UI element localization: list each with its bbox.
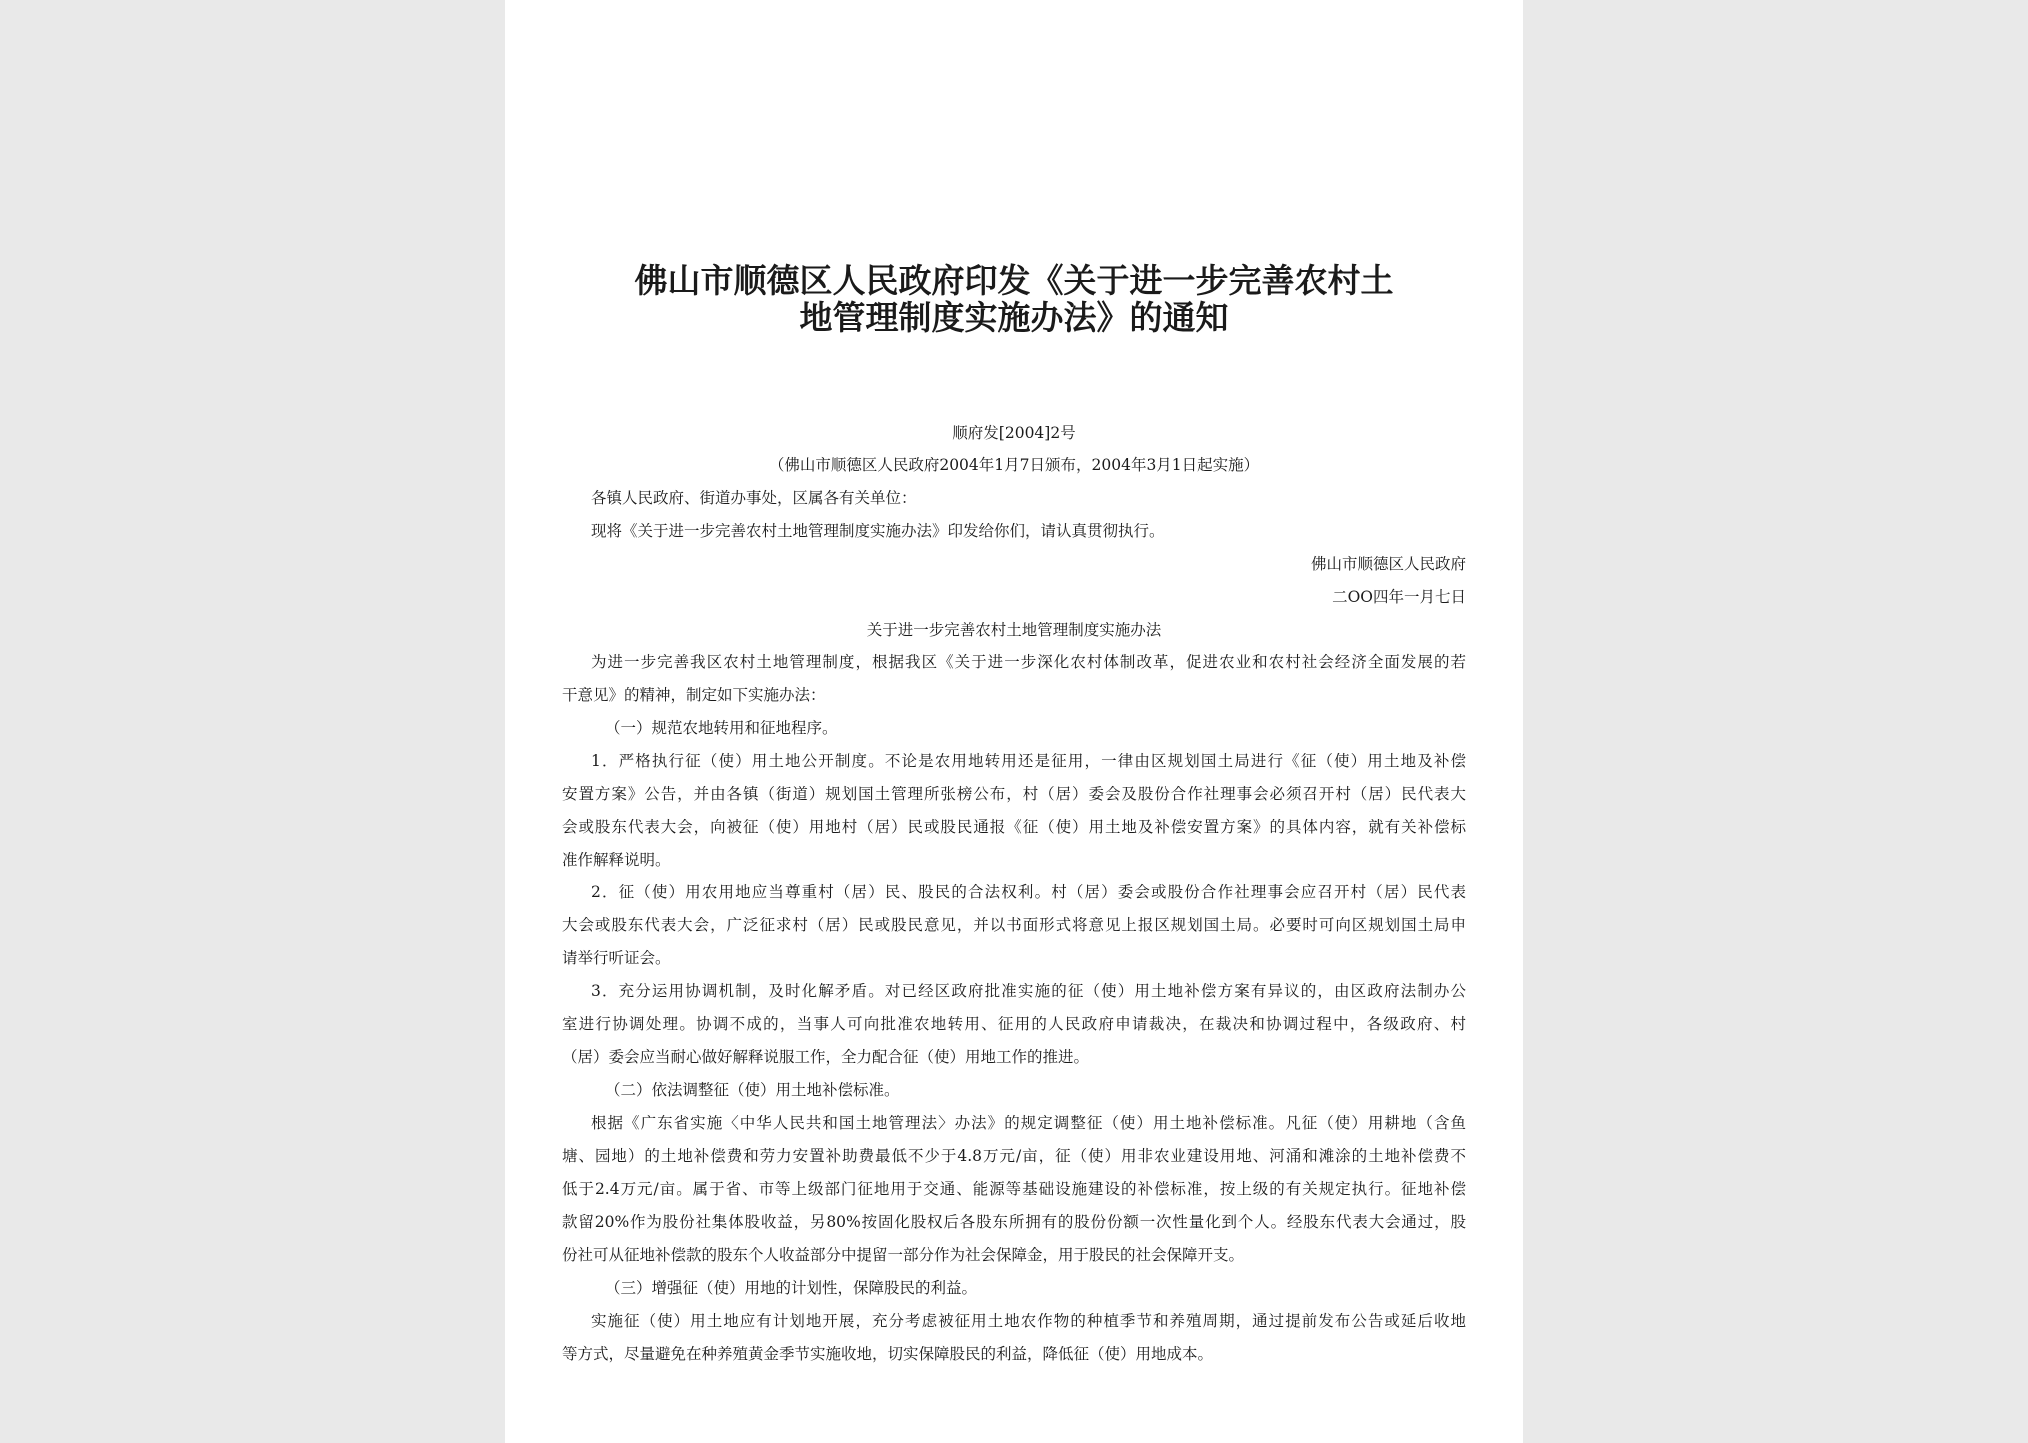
preamble-line-2: 干意见》的精神，制定如下实施办法： bbox=[562, 686, 826, 704]
transmit-text: 现将《关于进一步完善农村土地管理制度实施办法》印发给你们，请认真贯彻执行。 bbox=[591, 522, 1165, 540]
document-page bbox=[505, 0, 1523, 1443]
section-2-line-1: 根据《广东省实施〈中华人民共和国土地管理法〉办法》的规定调整征（使）用土地补偿标准。凡征（使）用耕地（含鱼 bbox=[591, 1114, 1466, 1132]
issue-date: 二OO四年一月七日 bbox=[1332, 588, 1466, 606]
document-title-line-1: 佛山市顺德区人民政府印发《关于进一步完善农村土 bbox=[634, 261, 1394, 300]
item-3-line-2: 室进行协调处理。协调不成的，当事人可向批准农地转用、征用的人民政府申请裁决，在裁决和协调过程中，各级政府、村 bbox=[562, 1015, 1466, 1033]
preamble-line-1: 为进一步完善我区农村土地管理制度，根据我区《关于进一步深化农村体制改革，促进农业和农村社会经济全面发展的若 bbox=[591, 653, 1466, 671]
section-2-line-5: 份社可从征地补偿款的股东个人收益部分中提留一部分作为社会保障金，用于股民的社会保障开支。 bbox=[562, 1246, 1245, 1264]
document-title-line-2: 地管理制度实施办法》的通知 bbox=[799, 298, 1229, 337]
addressee: 各镇人民政府、街道办事处，区属各有关单位： bbox=[591, 489, 917, 507]
item-2-line-3: 请举行听证会。 bbox=[562, 949, 671, 967]
issuer-signature: 佛山市顺德区人民政府 bbox=[1310, 555, 1466, 573]
item-3-line-1: 3．充分运用协调机制，及时化解矛盾。对已经区政府批准实施的征（使）用土地补偿方案有异议的，由区政府法制办公 bbox=[591, 982, 1466, 1000]
item-3-line-3: （居）委会应当耐心做好解释说服工作，全力配合征（使）用地工作的推进。 bbox=[562, 1048, 1090, 1066]
sub-title: 关于进一步完善农村土地管理制度实施办法 bbox=[866, 621, 1162, 639]
section-2-line-2: 塘、园地）的土地补偿费和劳力安置补助费最低不少于4.8万元/亩，征（使）用非农业建设用地、河涌和滩涂的土地补偿费不 bbox=[562, 1147, 1466, 1165]
section-3-line-1: 实施征（使）用土地应有计划地开展，充分考虑被征用土地农作物的种植季节和养殖周期，通过提前发布公告或延后收地 bbox=[591, 1312, 1466, 1330]
section-2-line-4: 款留20%作为股份社集体股收益，另80%按固化股权后各股东所拥有的股份份额一次性量化到个人。经股东代表大会通过，股 bbox=[562, 1213, 1466, 1231]
section-2-heading: （二）依法调整征（使）用土地补偿标准。 bbox=[605, 1081, 900, 1099]
section-3-line-2: 等方式，尽量避免在种养殖黄金季节实施收地，切实保障股民的利益，降低征（使）用地成本。 bbox=[562, 1345, 1214, 1363]
document-number: 顺府发[2004]2号 bbox=[952, 424, 1076, 442]
issue-note: （佛山市顺德区人民政府2004年1月7日颁布，2004年3月1日起实施） bbox=[768, 456, 1260, 474]
section-3-heading: （三）增强征（使）用地的计划性，保障股民的利益。 bbox=[605, 1279, 978, 1297]
section-2-line-3: 低于2.4万元/亩。属于省、市等上级部门征地用于交通、能源等基础设施建设的补偿标准，按上级的有关规定执行。征地补偿 bbox=[562, 1180, 1466, 1198]
item-2-line-2: 大会或股东代表大会，广泛征求村（居）民或股民意见，并以书面形式将意见上报区规划国土局。必要时可向区规划国土局申 bbox=[562, 916, 1466, 934]
item-1-line-3: 会或股东代表大会，向被征（使）用地村（居）民或股民通报《征（使）用土地及补偿安置方案》的具体内容，就有关补偿标 bbox=[562, 818, 1466, 836]
item-1-line-2: 安置方案》公告，并由各镇（街道）规划国土管理所张榜公布，村（居）委会及股份合作社理事会必须召开村（居）民代表大 bbox=[562, 785, 1466, 803]
item-1-line-4: 准作解释说明。 bbox=[562, 851, 671, 869]
item-1-line-1: 1．严格执行征（使）用土地公开制度。不论是农用地转用还是征用，一律由区规划国土局进行《征（使）用土地及补偿 bbox=[591, 752, 1466, 770]
section-1-heading: （一）规范农地转用和征地程序。 bbox=[605, 719, 838, 737]
item-2-line-1: 2．征（使）用农用地应当尊重村（居）民、股民的合法权利。村（居）委会或股份合作社理事会应召开村（居）民代表 bbox=[591, 883, 1466, 901]
